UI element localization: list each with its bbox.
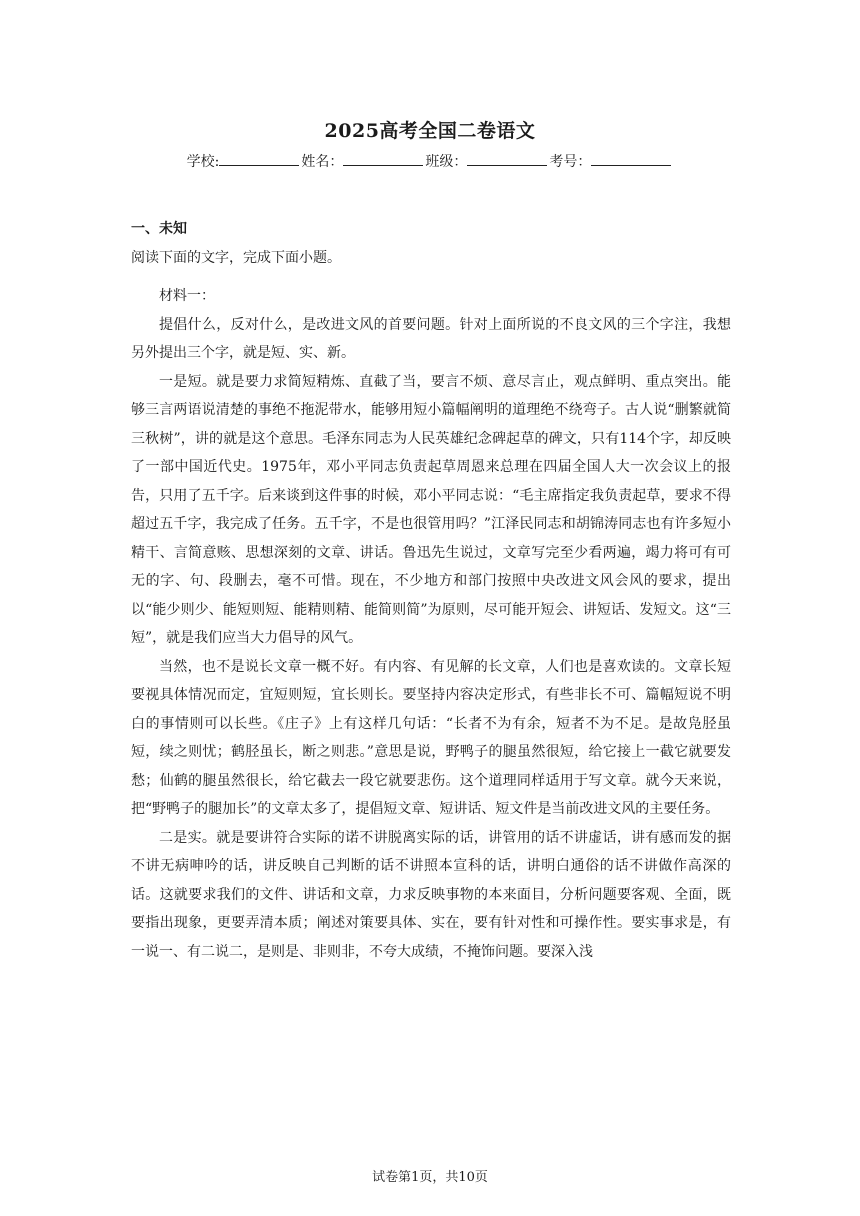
class-label: 班级： <box>425 154 468 170</box>
name-blank[interactable] <box>343 151 423 166</box>
passage-paragraph: 一是短。就是要力求简短精炼、直截了当，要言不烦、意尽言止，观点鲜明、重点突出。能够三言两语说清楚的事绝不拖泥带水，能够用短小篇幅阐明的道理绝不绕弯子。古人说“删繁就简三秋树”，讲的就是这个意思。毛泽东同志为人民英雄纪念碑起草的碑文，只有114个字，却反映了一部中国近代史。1975年，邓小平同志负责起草周恩来总理在四届全国人大一次会议上的报告，只用了五千字。后来谈到这件事的时候，邓小平同志说：“毛主席指定我负责起草，要求不得超过五千字，我完成了任务。五千字，不是也很管用吗？”江泽民同志和胡锦涛同志也有许多短小精干、言简意赅、思想深刻的文章、讲话。鲁迅先生说过，文章写完至少看两遍，竭力将可有可无的字、句、段删去，毫不可惜。现在，不少地方和部门按照中央改进文风会风的要求，提出以“能少则少、能短则短、能精则精、能简则简”为原则，尽可能开短会、讲短话、发短文。这“三短”，就是我们应当大力倡导的风气。 <box>131 373 731 646</box>
passage-paragraph: 当然，也不是说长文章一概不好。有内容、有见解的长文章，人们也是喜欢读的。文章长短要视具体情况而定，宜短则短，宜长则长。要坚持内容决定形式，有些非长不可、篇幅短说不明白的事情则可以长些。《庄子》上有这样几句话：“长者不为有余，短者不为不足。是故凫胫虽短，续之则忧；鹤胫虽长，断之则悲。”意思是说，野鸭子的腿虽然很短，给它接上一截它就要发愁；仙鹤的腿虽然很长，给它截去一段它就要悲伤。这个道理同样适用于写文章。就今天来说，把“野鸭子的腿加长”的文章太多了，提倡短文章、短讲话、短文件是当前改进文风的主要任务。 <box>131 658 731 817</box>
material-label: 材料一： <box>159 288 215 304</box>
class-blank[interactable] <box>467 151 547 166</box>
name-label: 姓名： <box>301 154 344 170</box>
school-label: 学校: <box>186 154 220 170</box>
passage-paragraph: 二是实。就是要讲符合实际的诺不讲脱离实际的话，讲管用的话不讲虚话，讲有感而发的据不讲无病呻吟的话，讲反映自己判断的话不讲照本宣科的话，讲明白通俗的话不讲做作高深的话。这就要求我们的文件、讲话和文章，力求反映事物的本来面目，分析问题要客观、全面，既要指出现象，更要弄清本质；阐述对策要具体、实在，要有针对性和可操作性。要实事求是，有一说一、有二说二，是则是、非则非，不夸大成绩，不掩饰问题。要深入浅 <box>131 829 731 960</box>
student-info-fields <box>0 151 860 171</box>
section-heading: 一、未知 <box>131 221 187 237</box>
passage-paragraph: 提倡什么，反对什么，是改进文风的首要问题。针对上面所说的不良文风的三个字注，我想另外提出三个字，就是短、实、新。 <box>131 316 731 361</box>
page-indicator: 试卷第1页，共10页 <box>372 1170 488 1185</box>
exam-number-blank[interactable] <box>591 151 671 166</box>
exam-number-label: 考号： <box>549 154 592 170</box>
school-blank[interactable] <box>219 151 299 166</box>
reading-passage <box>131 282 731 966</box>
section-instruction: 阅读下面的文字，完成下面小题。 <box>131 250 341 266</box>
exam-title: 2025高考全国二卷语文 <box>324 120 536 142</box>
